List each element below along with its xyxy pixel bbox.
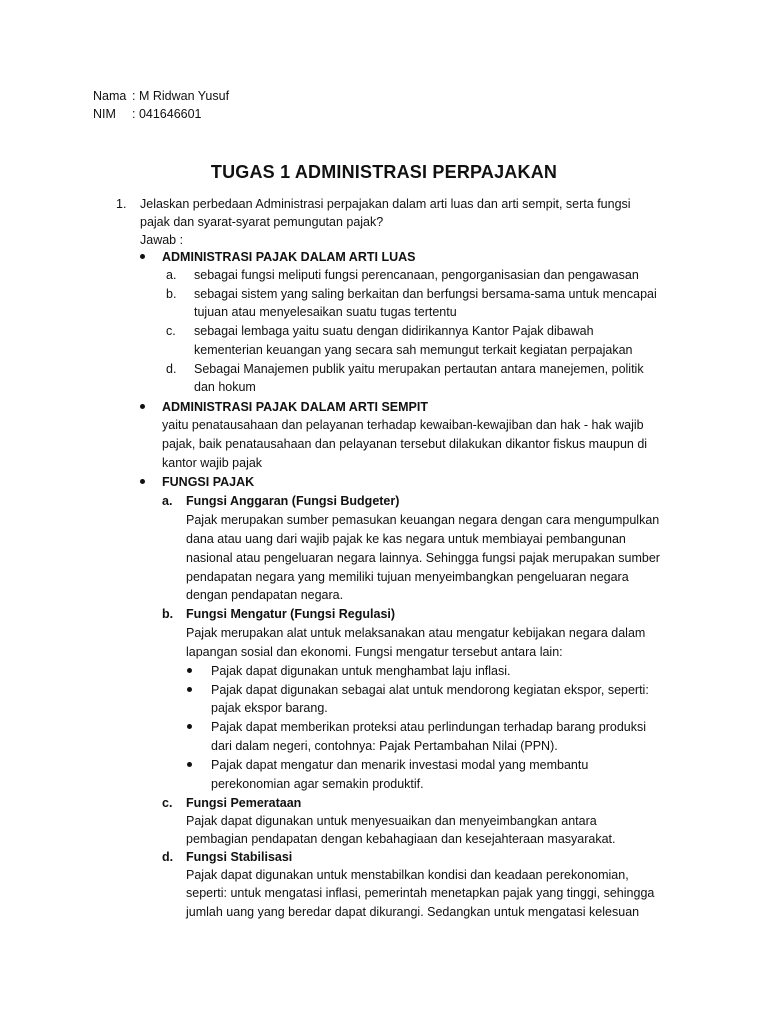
bullet-icon xyxy=(187,668,192,673)
list-marker: d. xyxy=(166,362,177,376)
subheading-fungsi-mengatur: Fungsi Mengatur (Fungsi Regulasi) xyxy=(186,607,396,621)
list-item-text: dan hokum xyxy=(194,380,256,394)
bullet-icon xyxy=(187,762,192,767)
question-line: Jelaskan perbedaan Administrasi perpajakan dalam arti luas dan arti sempit, serta fungsi xyxy=(140,197,631,211)
list-item-text: Pajak dapat memberikan proteksi atau perlindungan terhadap barang produksi xyxy=(211,720,647,734)
heading-arti-sempit: ADMINISTRASI PAJAK DALAM ARTI SEMPIT xyxy=(162,400,428,414)
list-item-text: sebagai lembaga yaitu suatu dengan didirikannya Kantor Pajak dibawah xyxy=(194,324,594,338)
paragraph-line: dengan pendapatan negara. xyxy=(186,588,344,602)
paragraph-line: dana atau uang dari wajib pajak ke kas negara untuk membiayai pembangunan xyxy=(186,532,626,546)
bullet-icon xyxy=(140,404,145,409)
list-marker: c. xyxy=(162,796,173,810)
paragraph-line: jumlah uang yang beredar dapat dikurangi. Sedangkan untuk mengatasi kelesuan xyxy=(186,905,640,919)
list-item-text: pajak ekspor barang. xyxy=(211,701,328,715)
name-label: Nama xyxy=(93,89,127,103)
list-item-text: sebagai fungsi meliputi fungsi perencanaan, pengorganisasian dan pengawasan xyxy=(194,268,639,282)
name-value: : M Ridwan Yusuf xyxy=(132,89,230,103)
answer-label: Jawab : xyxy=(140,233,184,247)
bullet-icon xyxy=(187,687,192,692)
nim-label: NIM xyxy=(93,107,116,121)
list-item-text: Pajak dapat digunakan sebagai alat untuk mendorong kegiatan ekspor, seperti: xyxy=(211,683,649,697)
list-item-text: Sebagai Manajemen publik yaitu merupakan pertautan antara manejemen, politik xyxy=(194,362,644,376)
heading-fungsi-pajak: FUNGSI PAJAK xyxy=(162,475,255,489)
list-marker: d. xyxy=(162,850,174,864)
list-item-text: kementerian keuangan yang secara sah memungut terkait kegiatan perpajakan xyxy=(194,343,633,357)
subheading-fungsi-stabilisasi: Fungsi Stabilisasi xyxy=(186,850,293,864)
list-item-text: dari dalam negeri, contohnya: Pajak Pertambahan Nilai (PPN). xyxy=(211,739,558,753)
list-marker: a. xyxy=(166,268,177,282)
paragraph-line: yaitu penatausahaan dan pelayanan terhadap kewaiban-kewajiban dan hak - hak wajib xyxy=(162,418,644,432)
paragraph-line: Pajak dapat digunakan untuk menstabilkan kondisi dan keadaan perekonomian, xyxy=(186,868,629,882)
list-item-text: Pajak dapat mengatur dan menarik investasi modal yang membantu xyxy=(211,758,589,772)
page-title: TUGAS 1 ADMINISTRASI PERPAJAKAN xyxy=(210,162,558,182)
paragraph-line: pajak, baik penatausahaan dan pelayanan tersebut dilakukan dikantor fiskus maupun di xyxy=(162,437,648,451)
list-item-text: tujuan atau menyelesaikan suatu tugas tertentu xyxy=(194,305,457,319)
paragraph-line: kantor wajib pajak xyxy=(162,456,263,470)
paragraph-line: pendapatan negara yang memiliki tujuan menyeimbangkan pengeluaran negara xyxy=(186,570,629,584)
list-marker: b. xyxy=(162,607,174,621)
paragraph-line: seperti: untuk mengatasi inflasi, pemerintah menetapkan pajak yang tinggi, sehingga xyxy=(186,886,655,900)
paragraph-line: Pajak merupakan sumber pemasukan keuangan negara dengan cara mengumpulkan xyxy=(186,513,660,527)
list-marker: b. xyxy=(166,287,177,301)
bullet-icon xyxy=(187,724,192,729)
bullet-icon xyxy=(140,479,145,484)
subheading-fungsi-pemerataan: Fungsi Pemerataan xyxy=(186,796,302,810)
list-item-text: sebagai sistem yang saling berkaitan dan berfungsi bersama-sama untuk mencapai xyxy=(194,287,657,301)
paragraph-line: Pajak dapat digunakan untuk menyesuaikan dan menyeimbangkan antara xyxy=(186,814,597,828)
nim-value: : 041646601 xyxy=(132,107,202,121)
question-line: pajak dan syarat-syarat pemungutan pajak? xyxy=(140,215,384,229)
list-marker: c. xyxy=(166,324,176,338)
paragraph-line: nasional atau pengeluaran negara lainnya. Sehingga fungsi pajak merupakan sumber xyxy=(186,551,660,565)
heading-arti-luas: ADMINISTRASI PAJAK DALAM ARTI LUAS xyxy=(162,250,416,264)
question-number: 1. xyxy=(116,197,127,211)
paragraph-line: pembagian pendapatan dengan kebahagiaan dan kesejahteraan masyarakat. xyxy=(186,832,616,846)
bullet-icon xyxy=(140,254,145,259)
list-item-text: Pajak dapat digunakan untuk menghambat laju inflasi. xyxy=(211,664,511,678)
paragraph-line: Pajak merupakan alat untuk melaksanakan atau mengatur kebijakan negara dalam xyxy=(186,626,646,640)
subheading-fungsi-anggaran: Fungsi Anggaran (Fungsi Budgeter) xyxy=(186,494,400,508)
list-marker: a. xyxy=(162,494,173,508)
list-item-text: perekonomian agar semakin produktif. xyxy=(211,777,424,791)
paragraph-line: lapangan sosial dan ekonomi. Fungsi mengatur tersebut antara lain: xyxy=(186,645,563,659)
